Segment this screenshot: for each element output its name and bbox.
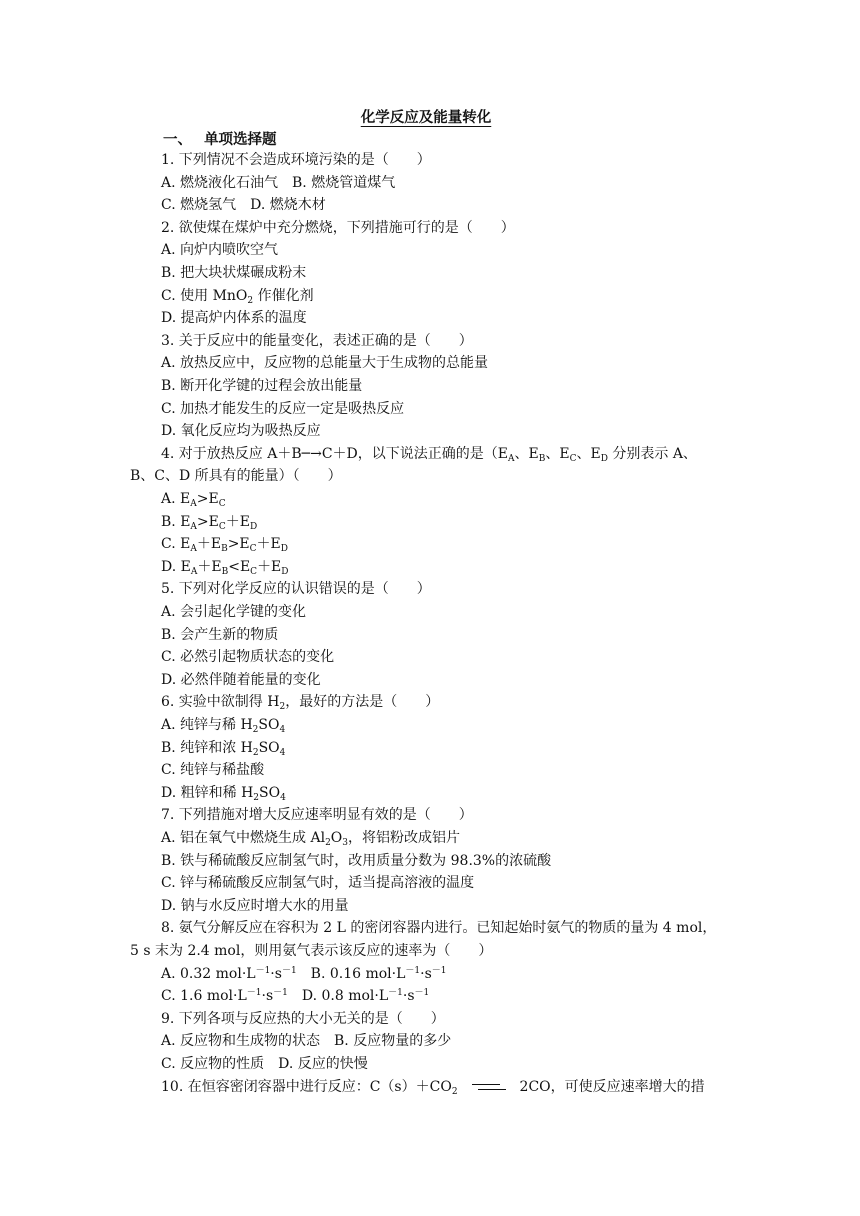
text-line: D. 钠与水反应时增大水的用量 bbox=[161, 897, 349, 914]
section-title: 单项选择题 bbox=[204, 131, 277, 148]
text-line: 1. 下列情况不会造成环境污染的是（ ） bbox=[161, 152, 431, 168]
text-line: 5. 下列对化学反应的认识错误的是（ ） bbox=[161, 581, 431, 598]
text-line: A. 向炉内喷吹空气 bbox=[161, 242, 279, 259]
text-line: C. 1.6 $mol\cdot L^{-1}\cdot s^{-1}$ D. 0.8 $mol\cdot L^{-1}\cdot s^{-1}$ bbox=[161, 988, 430, 1005]
text-line: C. 纯锌与稀盐酸 bbox=[161, 762, 265, 779]
text-line: A. 0.32 $mol\cdot L^{-1}\cdot s^{-1}$ B. 0.16 $mol\cdot L^{-1}\cdot s^{-1}$ bbox=[161, 965, 447, 982]
text-line: 7. 下列措施对增大反应速率明显有效的是（ ） bbox=[161, 807, 473, 824]
text-line: D. $E_A+E_B<E_C+E_D$ bbox=[161, 558, 289, 577]
text-line: B. 纯锌和浓 $H_2SO_4$ bbox=[161, 739, 286, 758]
text-line: A. 会引起化学键的变化 bbox=[161, 604, 307, 620]
text-line: A. 燃烧液化石油气 B. 燃烧管道煤气 bbox=[161, 174, 396, 191]
text-line: C. 必然引起物质状态的变化 bbox=[161, 649, 335, 666]
text-line: C. 加热才能发生的反应一定是吸热反应 bbox=[161, 400, 405, 417]
text-line: 2. 欲使煤在煤炉中充分燃烧，下列措施可行的是（ ） bbox=[161, 219, 515, 236]
text-line: C. 锌与稀硫酸反应制氢气时，适当提高溶液的温度 bbox=[161, 875, 475, 892]
text-line: A. 铝在氧气中燃烧生成 $Al_2O_3$，将铝粉改成铝片 bbox=[161, 830, 461, 848]
text-line: C. 燃烧氢气 D. 燃烧木材 bbox=[161, 197, 326, 214]
text-line: B. $E_A>E_C+E_D$ bbox=[161, 513, 258, 532]
text-line: 3. 关于反应中的能量变化，表述正确的是（ ） bbox=[161, 332, 473, 349]
text-line: 8. 氨气分解反应在容积为 2 L 的密闭容器内进行。已知起始时氨气的物质的量为 4 mol， bbox=[161, 920, 717, 937]
text-line: C. 反应物的性质 D. 反应的快慢 bbox=[161, 1056, 368, 1072]
text-line: D. 提高炉内体系的温度 bbox=[161, 310, 307, 327]
text-line: A. 反应物和生成物的状态 B. 反应物量的多少 bbox=[161, 1033, 452, 1050]
text-line: D. 粗锌和稀 $H_2SO_4$ bbox=[161, 784, 286, 803]
text-line: 5 s 末为 2.4 mol，则用氨气表示该反应的速率为（ ） bbox=[130, 943, 493, 959]
text-line: 6. 实验中欲制得 $H_2$，最好的方法是（ ） bbox=[161, 694, 440, 713]
text-line: C. 使用 MnO$_2$ 作催化剂 bbox=[161, 287, 314, 306]
text-line: B. 铁与稀硫酸反应制氢气时，改用质量分数为 98.3%的浓硫酸 bbox=[161, 852, 552, 869]
text-line: A. 放热反应中，反应物的总能量大于生成物的总能量 bbox=[161, 355, 489, 372]
text-line: 4. 对于放热反应 A＋B─→C＋D，以下说法正确的是（$E_A$、$E_B$、$E_C$、$E_D$ 分别表示 A、 bbox=[161, 445, 697, 464]
text-line: B. 断开化学键的过程会放出能量 bbox=[161, 378, 363, 394]
text-line: A. 纯锌与稀 $H_2SO_4$ bbox=[161, 717, 286, 735]
text-line: D. 氧化反应均为吸热反应 bbox=[161, 423, 321, 440]
document-title-text: 化学反应及能量转化 bbox=[360, 109, 492, 126]
text-line: B. 把大块状煤碾成粉末 bbox=[161, 265, 307, 281]
section-number: 一、 bbox=[163, 131, 192, 148]
text-line: D. 必然伴随着能量的变化 bbox=[161, 671, 321, 688]
document-title bbox=[0, 106, 860, 127]
equilibrium-arrow-icon bbox=[472, 1082, 506, 1092]
text-line: B. 会产生新的物质 bbox=[161, 626, 279, 643]
text-line: A. $E_A>E_C$ bbox=[161, 491, 226, 509]
text-line: C. $E_A+E_B>E_C+E_D$ bbox=[161, 536, 288, 555]
section-heading bbox=[163, 128, 277, 149]
text-line: 9. 下列各项与反应热的大小无关的是（ ） bbox=[161, 1010, 445, 1027]
text-line: B、C、D 所具有的能量）（ ） bbox=[130, 468, 342, 485]
text-line: 10. 在恒容密闭容器中进行反应：$C(s)+CO_2$ 2CO，可使反应速率增大的措 bbox=[161, 1078, 705, 1097]
